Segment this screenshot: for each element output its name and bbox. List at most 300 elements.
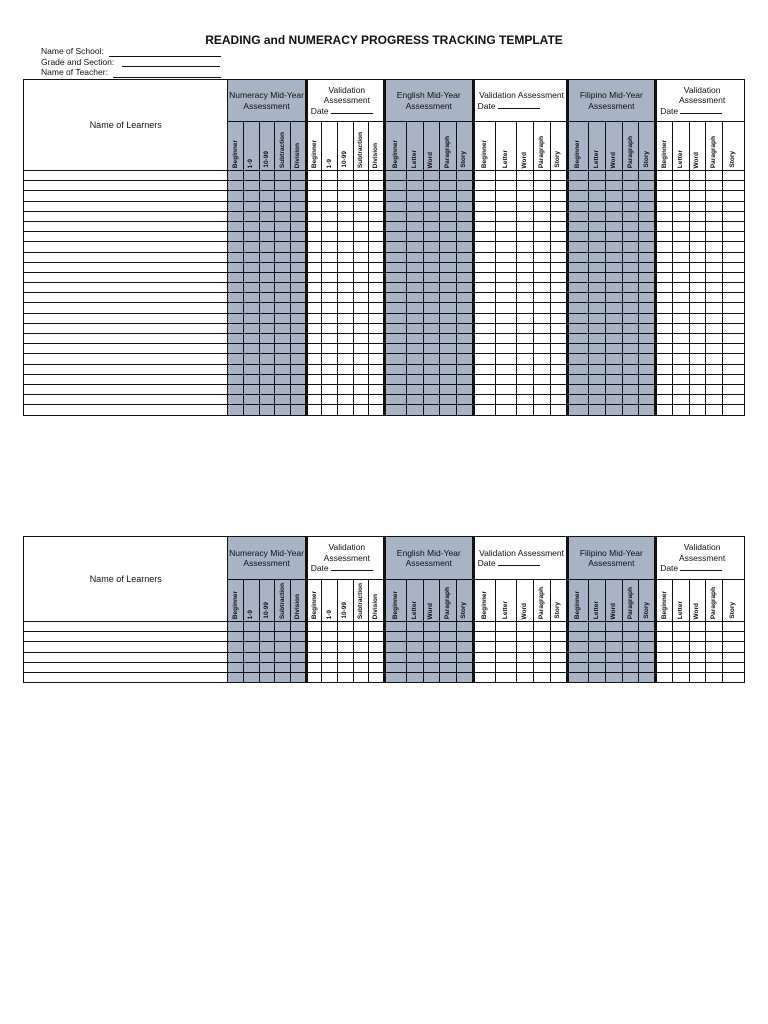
score-cell[interactable] bbox=[622, 632, 639, 642]
score-cell[interactable] bbox=[228, 293, 244, 303]
score-cell[interactable] bbox=[456, 242, 473, 252]
score-cell[interactable] bbox=[706, 364, 723, 374]
score-cell[interactable] bbox=[534, 252, 551, 262]
score-cell[interactable] bbox=[259, 672, 275, 682]
score-cell[interactable] bbox=[622, 662, 639, 672]
score-cell[interactable] bbox=[290, 632, 306, 642]
score-cell[interactable] bbox=[369, 662, 385, 672]
score-cell[interactable] bbox=[244, 374, 260, 384]
score-cell[interactable] bbox=[722, 642, 744, 652]
learner-name-cell[interactable] bbox=[24, 181, 228, 191]
score-cell[interactable] bbox=[384, 171, 406, 181]
score-cell[interactable] bbox=[706, 211, 723, 221]
score-cell[interactable] bbox=[440, 662, 457, 672]
score-cell[interactable] bbox=[622, 252, 639, 262]
score-cell[interactable] bbox=[722, 242, 744, 252]
score-cell[interactable] bbox=[517, 181, 534, 191]
score-cell[interactable] bbox=[639, 293, 656, 303]
score-cell[interactable] bbox=[672, 384, 689, 394]
score-cell[interactable] bbox=[689, 632, 706, 642]
score-cell[interactable] bbox=[567, 262, 589, 272]
score-cell[interactable] bbox=[369, 242, 385, 252]
score-cell[interactable] bbox=[384, 262, 406, 272]
score-cell[interactable] bbox=[423, 334, 440, 344]
score-cell[interactable] bbox=[517, 374, 534, 384]
score-cell[interactable] bbox=[589, 191, 606, 201]
learner-name-cell[interactable] bbox=[24, 313, 228, 323]
score-cell[interactable] bbox=[353, 642, 369, 652]
score-cell[interactable] bbox=[473, 344, 495, 354]
score-cell[interactable] bbox=[706, 171, 723, 181]
score-cell[interactable] bbox=[423, 672, 440, 682]
score-cell[interactable] bbox=[473, 293, 495, 303]
score-cell[interactable] bbox=[259, 242, 275, 252]
score-cell[interactable] bbox=[306, 232, 322, 242]
score-cell[interactable] bbox=[639, 334, 656, 344]
score-cell[interactable] bbox=[306, 191, 322, 201]
score-cell[interactable] bbox=[550, 405, 567, 415]
score-cell[interactable] bbox=[622, 354, 639, 364]
score-cell[interactable] bbox=[622, 293, 639, 303]
score-cell[interactable] bbox=[322, 622, 338, 632]
score-cell[interactable] bbox=[550, 262, 567, 272]
score-cell[interactable] bbox=[244, 303, 260, 313]
score-cell[interactable] bbox=[517, 622, 534, 632]
score-cell[interactable] bbox=[473, 323, 495, 333]
score-cell[interactable] bbox=[689, 662, 706, 672]
score-cell[interactable] bbox=[337, 662, 353, 672]
score-cell[interactable] bbox=[244, 313, 260, 323]
score-cell[interactable] bbox=[440, 272, 457, 282]
score-cell[interactable] bbox=[722, 672, 744, 682]
score-cell[interactable] bbox=[423, 211, 440, 221]
score-cell[interactable] bbox=[606, 622, 623, 632]
score-cell[interactable] bbox=[440, 323, 457, 333]
score-cell[interactable] bbox=[606, 405, 623, 415]
score-cell[interactable] bbox=[369, 262, 385, 272]
score-cell[interactable] bbox=[534, 374, 551, 384]
score-cell[interactable] bbox=[423, 293, 440, 303]
score-cell[interactable] bbox=[639, 262, 656, 272]
score-cell[interactable] bbox=[689, 672, 706, 682]
score-cell[interactable] bbox=[550, 354, 567, 364]
score-cell[interactable] bbox=[689, 232, 706, 242]
score-cell[interactable] bbox=[290, 354, 306, 364]
score-cell[interactable] bbox=[639, 201, 656, 211]
score-cell[interactable] bbox=[495, 662, 517, 672]
score-cell[interactable] bbox=[534, 405, 551, 415]
score-cell[interactable] bbox=[353, 232, 369, 242]
date-line[interactable] bbox=[331, 106, 373, 114]
learner-name-cell[interactable] bbox=[24, 672, 228, 682]
score-cell[interactable] bbox=[353, 395, 369, 405]
score-cell[interactable] bbox=[406, 252, 423, 262]
score-cell[interactable] bbox=[322, 662, 338, 672]
score-cell[interactable] bbox=[722, 384, 744, 394]
score-cell[interactable] bbox=[337, 242, 353, 252]
score-cell[interactable] bbox=[259, 232, 275, 242]
score-cell[interactable] bbox=[440, 395, 457, 405]
score-cell[interactable] bbox=[706, 642, 723, 652]
score-cell[interactable] bbox=[495, 374, 517, 384]
score-cell[interactable] bbox=[423, 632, 440, 642]
score-cell[interactable] bbox=[672, 642, 689, 652]
score-cell[interactable] bbox=[656, 405, 673, 415]
score-cell[interactable] bbox=[456, 171, 473, 181]
score-cell[interactable] bbox=[353, 652, 369, 662]
score-cell[interactable] bbox=[290, 364, 306, 374]
score-cell[interactable] bbox=[622, 221, 639, 231]
score-cell[interactable] bbox=[353, 262, 369, 272]
score-cell[interactable] bbox=[306, 672, 322, 682]
score-cell[interactable] bbox=[423, 191, 440, 201]
score-cell[interactable] bbox=[567, 354, 589, 364]
score-cell[interactable] bbox=[689, 313, 706, 323]
score-cell[interactable] bbox=[706, 662, 723, 672]
score-cell[interactable] bbox=[722, 632, 744, 642]
score-cell[interactable] bbox=[275, 303, 291, 313]
learner-name-cell[interactable] bbox=[24, 374, 228, 384]
score-cell[interactable] bbox=[550, 293, 567, 303]
score-cell[interactable] bbox=[622, 262, 639, 272]
score-cell[interactable] bbox=[567, 384, 589, 394]
score-cell[interactable] bbox=[656, 364, 673, 374]
score-cell[interactable] bbox=[672, 272, 689, 282]
score-cell[interactable] bbox=[656, 232, 673, 242]
score-cell[interactable] bbox=[337, 252, 353, 262]
score-cell[interactable] bbox=[369, 201, 385, 211]
score-cell[interactable] bbox=[639, 405, 656, 415]
score-cell[interactable] bbox=[423, 622, 440, 632]
score-cell[interactable] bbox=[423, 395, 440, 405]
score-cell[interactable] bbox=[672, 181, 689, 191]
learner-name-cell[interactable] bbox=[24, 384, 228, 394]
score-cell[interactable] bbox=[722, 201, 744, 211]
score-cell[interactable] bbox=[534, 395, 551, 405]
learner-name-cell[interactable] bbox=[24, 242, 228, 252]
score-cell[interactable] bbox=[589, 672, 606, 682]
score-cell[interactable] bbox=[337, 293, 353, 303]
score-cell[interactable] bbox=[589, 384, 606, 394]
score-cell[interactable] bbox=[337, 354, 353, 364]
score-cell[interactable] bbox=[656, 242, 673, 252]
score-cell[interactable] bbox=[672, 171, 689, 181]
score-cell[interactable] bbox=[290, 242, 306, 252]
score-cell[interactable] bbox=[423, 384, 440, 394]
score-cell[interactable] bbox=[275, 232, 291, 242]
score-cell[interactable] bbox=[228, 242, 244, 252]
score-cell[interactable] bbox=[406, 652, 423, 662]
score-cell[interactable] bbox=[495, 395, 517, 405]
score-cell[interactable] bbox=[534, 364, 551, 374]
score-cell[interactable] bbox=[550, 242, 567, 252]
score-cell[interactable] bbox=[337, 652, 353, 662]
score-cell[interactable] bbox=[550, 221, 567, 231]
score-cell[interactable] bbox=[440, 652, 457, 662]
score-cell[interactable] bbox=[689, 171, 706, 181]
score-cell[interactable] bbox=[306, 405, 322, 415]
score-cell[interactable] bbox=[456, 313, 473, 323]
score-cell[interactable] bbox=[275, 272, 291, 282]
score-cell[interactable] bbox=[353, 283, 369, 293]
score-cell[interactable] bbox=[550, 642, 567, 652]
score-cell[interactable] bbox=[550, 283, 567, 293]
score-cell[interactable] bbox=[259, 642, 275, 652]
score-cell[interactable] bbox=[517, 232, 534, 242]
score-cell[interactable] bbox=[244, 191, 260, 201]
score-cell[interactable] bbox=[722, 191, 744, 201]
score-cell[interactable] bbox=[423, 181, 440, 191]
score-cell[interactable] bbox=[275, 323, 291, 333]
score-cell[interactable] bbox=[322, 652, 338, 662]
score-cell[interactable] bbox=[517, 662, 534, 672]
score-cell[interactable] bbox=[353, 313, 369, 323]
score-cell[interactable] bbox=[550, 374, 567, 384]
score-cell[interactable] bbox=[534, 344, 551, 354]
score-cell[interactable] bbox=[275, 672, 291, 682]
score-cell[interactable] bbox=[606, 344, 623, 354]
score-cell[interactable] bbox=[473, 211, 495, 221]
score-cell[interactable] bbox=[275, 252, 291, 262]
score-cell[interactable] bbox=[689, 191, 706, 201]
score-cell[interactable] bbox=[606, 395, 623, 405]
score-cell[interactable] bbox=[369, 293, 385, 303]
score-cell[interactable] bbox=[456, 334, 473, 344]
learner-name-cell[interactable] bbox=[24, 303, 228, 313]
score-cell[interactable] bbox=[672, 303, 689, 313]
score-cell[interactable] bbox=[244, 232, 260, 242]
score-cell[interactable] bbox=[306, 303, 322, 313]
score-cell[interactable] bbox=[722, 211, 744, 221]
score-cell[interactable] bbox=[689, 201, 706, 211]
score-cell[interactable] bbox=[672, 262, 689, 272]
score-cell[interactable] bbox=[534, 221, 551, 231]
score-cell[interactable] bbox=[275, 334, 291, 344]
score-cell[interactable] bbox=[689, 283, 706, 293]
score-cell[interactable] bbox=[517, 242, 534, 252]
score-cell[interactable] bbox=[456, 622, 473, 632]
score-cell[interactable] bbox=[589, 171, 606, 181]
score-cell[interactable] bbox=[244, 344, 260, 354]
score-cell[interactable] bbox=[589, 354, 606, 364]
score-cell[interactable] bbox=[639, 242, 656, 252]
learner-name-cell[interactable] bbox=[24, 364, 228, 374]
score-cell[interactable] bbox=[639, 632, 656, 642]
score-cell[interactable] bbox=[259, 334, 275, 344]
score-cell[interactable] bbox=[290, 252, 306, 262]
score-cell[interactable] bbox=[337, 642, 353, 652]
score-cell[interactable] bbox=[589, 262, 606, 272]
score-cell[interactable] bbox=[275, 622, 291, 632]
score-cell[interactable] bbox=[473, 384, 495, 394]
score-cell[interactable] bbox=[259, 262, 275, 272]
learner-name-cell[interactable] bbox=[24, 272, 228, 282]
score-cell[interactable] bbox=[384, 354, 406, 364]
score-cell[interactable] bbox=[406, 344, 423, 354]
score-cell[interactable] bbox=[495, 313, 517, 323]
score-cell[interactable] bbox=[259, 354, 275, 364]
score-cell[interactable] bbox=[456, 632, 473, 642]
score-cell[interactable] bbox=[244, 334, 260, 344]
score-cell[interactable] bbox=[440, 283, 457, 293]
score-cell[interactable] bbox=[589, 344, 606, 354]
score-cell[interactable] bbox=[406, 232, 423, 242]
score-cell[interactable] bbox=[656, 191, 673, 201]
score-cell[interactable] bbox=[423, 354, 440, 364]
score-cell[interactable] bbox=[384, 232, 406, 242]
score-cell[interactable] bbox=[606, 652, 623, 662]
score-cell[interactable] bbox=[656, 622, 673, 632]
score-cell[interactable] bbox=[440, 262, 457, 272]
score-cell[interactable] bbox=[244, 181, 260, 191]
score-cell[interactable] bbox=[473, 395, 495, 405]
score-cell[interactable] bbox=[290, 344, 306, 354]
score-cell[interactable] bbox=[495, 272, 517, 282]
score-cell[interactable] bbox=[322, 344, 338, 354]
score-cell[interactable] bbox=[353, 662, 369, 672]
score-cell[interactable] bbox=[353, 622, 369, 632]
score-cell[interactable] bbox=[456, 374, 473, 384]
learner-name-cell[interactable] bbox=[24, 405, 228, 415]
score-cell[interactable] bbox=[384, 323, 406, 333]
score-cell[interactable] bbox=[306, 181, 322, 191]
score-cell[interactable] bbox=[259, 221, 275, 231]
score-cell[interactable] bbox=[306, 632, 322, 642]
score-cell[interactable] bbox=[440, 303, 457, 313]
score-cell[interactable] bbox=[534, 181, 551, 191]
score-cell[interactable] bbox=[322, 221, 338, 231]
score-cell[interactable] bbox=[275, 283, 291, 293]
score-cell[interactable] bbox=[495, 171, 517, 181]
score-cell[interactable] bbox=[440, 221, 457, 231]
score-cell[interactable] bbox=[534, 191, 551, 201]
score-cell[interactable] bbox=[322, 313, 338, 323]
score-cell[interactable] bbox=[550, 232, 567, 242]
score-cell[interactable] bbox=[384, 395, 406, 405]
score-cell[interactable] bbox=[473, 303, 495, 313]
score-cell[interactable] bbox=[440, 364, 457, 374]
score-cell[interactable] bbox=[567, 171, 589, 181]
score-cell[interactable] bbox=[306, 334, 322, 344]
score-cell[interactable] bbox=[567, 632, 589, 642]
score-cell[interactable] bbox=[534, 652, 551, 662]
score-cell[interactable] bbox=[473, 642, 495, 652]
score-cell[interactable] bbox=[534, 632, 551, 642]
score-cell[interactable] bbox=[259, 652, 275, 662]
score-cell[interactable] bbox=[473, 221, 495, 231]
score-cell[interactable] bbox=[656, 221, 673, 231]
score-cell[interactable] bbox=[322, 293, 338, 303]
score-cell[interactable] bbox=[228, 364, 244, 374]
score-cell[interactable] bbox=[406, 313, 423, 323]
score-cell[interactable] bbox=[689, 395, 706, 405]
score-cell[interactable] bbox=[722, 334, 744, 344]
score-cell[interactable] bbox=[534, 262, 551, 272]
score-cell[interactable] bbox=[290, 374, 306, 384]
score-cell[interactable] bbox=[706, 242, 723, 252]
score-cell[interactable] bbox=[550, 672, 567, 682]
score-cell[interactable] bbox=[689, 242, 706, 252]
score-cell[interactable] bbox=[456, 354, 473, 364]
score-cell[interactable] bbox=[517, 354, 534, 364]
school-name-field[interactable]: Name of School: bbox=[41, 46, 221, 57]
score-cell[interactable] bbox=[656, 344, 673, 354]
learner-name-cell[interactable] bbox=[24, 662, 228, 672]
score-cell[interactable] bbox=[456, 211, 473, 221]
score-cell[interactable] bbox=[517, 252, 534, 262]
score-cell[interactable] bbox=[495, 181, 517, 191]
score-cell[interactable] bbox=[567, 181, 589, 191]
score-cell[interactable] bbox=[473, 405, 495, 415]
score-cell[interactable] bbox=[290, 672, 306, 682]
score-cell[interactable] bbox=[353, 221, 369, 231]
score-cell[interactable] bbox=[384, 283, 406, 293]
score-cell[interactable] bbox=[406, 211, 423, 221]
score-cell[interactable] bbox=[244, 364, 260, 374]
score-cell[interactable] bbox=[322, 334, 338, 344]
score-cell[interactable] bbox=[244, 662, 260, 672]
score-cell[interactable] bbox=[228, 272, 244, 282]
score-cell[interactable] bbox=[322, 283, 338, 293]
score-cell[interactable] bbox=[689, 221, 706, 231]
score-cell[interactable] bbox=[473, 242, 495, 252]
score-cell[interactable] bbox=[589, 303, 606, 313]
score-cell[interactable] bbox=[259, 395, 275, 405]
score-cell[interactable] bbox=[406, 364, 423, 374]
score-cell[interactable] bbox=[622, 405, 639, 415]
score-cell[interactable] bbox=[534, 662, 551, 672]
score-cell[interactable] bbox=[384, 384, 406, 394]
score-cell[interactable] bbox=[228, 672, 244, 682]
learner-name-cell[interactable] bbox=[24, 642, 228, 652]
score-cell[interactable] bbox=[689, 293, 706, 303]
score-cell[interactable] bbox=[384, 272, 406, 282]
score-cell[interactable] bbox=[495, 242, 517, 252]
score-cell[interactable] bbox=[228, 303, 244, 313]
score-cell[interactable] bbox=[672, 622, 689, 632]
score-cell[interactable] bbox=[456, 642, 473, 652]
score-cell[interactable] bbox=[275, 293, 291, 303]
score-cell[interactable] bbox=[534, 232, 551, 242]
score-cell[interactable] bbox=[353, 323, 369, 333]
score-cell[interactable] bbox=[440, 211, 457, 221]
score-cell[interactable] bbox=[322, 632, 338, 642]
score-cell[interactable] bbox=[722, 313, 744, 323]
score-cell[interactable] bbox=[517, 201, 534, 211]
score-cell[interactable] bbox=[423, 662, 440, 672]
score-cell[interactable] bbox=[306, 395, 322, 405]
score-cell[interactable] bbox=[689, 252, 706, 262]
score-cell[interactable] bbox=[722, 272, 744, 282]
score-cell[interactable] bbox=[259, 313, 275, 323]
score-cell[interactable] bbox=[517, 293, 534, 303]
score-cell[interactable] bbox=[353, 272, 369, 282]
score-cell[interactable] bbox=[473, 181, 495, 191]
score-cell[interactable] bbox=[622, 191, 639, 201]
score-cell[interactable] bbox=[456, 262, 473, 272]
score-cell[interactable] bbox=[384, 334, 406, 344]
score-cell[interactable] bbox=[606, 354, 623, 364]
score-cell[interactable] bbox=[353, 211, 369, 221]
score-cell[interactable] bbox=[369, 344, 385, 354]
score-cell[interactable] bbox=[228, 171, 244, 181]
score-cell[interactable] bbox=[606, 272, 623, 282]
score-cell[interactable] bbox=[534, 334, 551, 344]
score-cell[interactable] bbox=[517, 313, 534, 323]
score-cell[interactable] bbox=[353, 384, 369, 394]
score-cell[interactable] bbox=[589, 181, 606, 191]
score-cell[interactable] bbox=[369, 334, 385, 344]
